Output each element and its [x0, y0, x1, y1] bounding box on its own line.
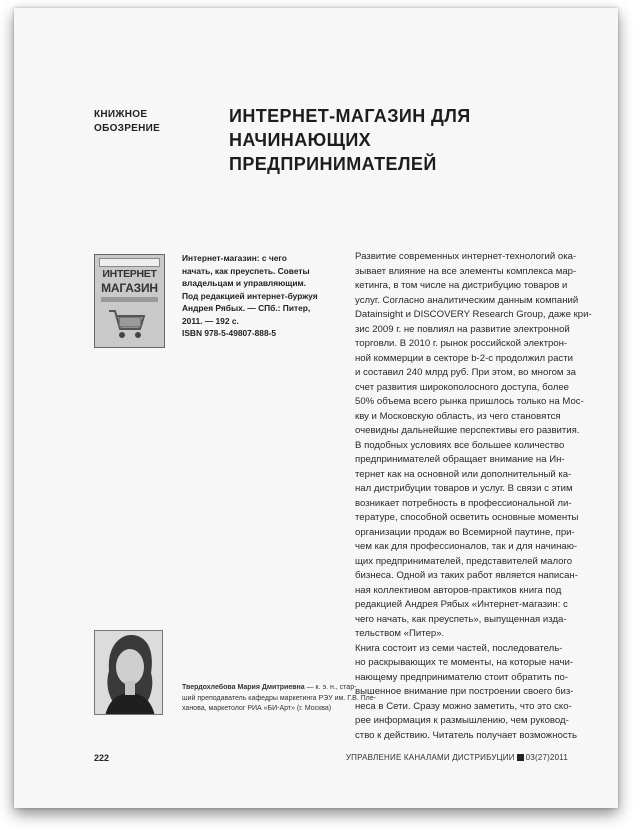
body-text-line: ной коммерции в секторе b-2-c продолжил расти — [355, 352, 573, 364]
issue-number: 03(27)2011 — [525, 753, 568, 762]
cover-title-line2: МАГАЗИН — [101, 281, 158, 295]
book-info-line: Андрея Рябых. — СПб.: Питер, — [182, 303, 311, 313]
author-photo — [94, 630, 163, 715]
body-text-line: кетинга, в том числе на дистрибуцию товаров и — [355, 280, 568, 291]
article-body-text — [355, 250, 601, 743]
magazine-page — [14, 8, 618, 808]
body-text-line: возникает потребность в профессиональной ли- — [355, 497, 572, 509]
body-text-line: счет развития широкополосного доступа, более — [355, 381, 570, 393]
cover-title-line1: ИНТЕРНЕТ — [102, 268, 157, 280]
journal-footer — [346, 753, 568, 762]
book-info-line: 2011. — 192 с. — [182, 315, 239, 326]
body-text-line: бизнеса. Одной из таких работ является написан- — [355, 570, 578, 581]
body-text-line: Развитие современных интернет-технологий ока- — [355, 251, 577, 262]
body-text-line: организации продаж во Всемирной паутине, при- — [355, 526, 575, 538]
body-text-line: тельством «Питер». — [355, 628, 445, 639]
body-text-line: тературе, способной осветить основные моменты — [355, 512, 579, 523]
body-text-line: рее информация к размышлению, чем руковод- — [355, 715, 569, 726]
book-cover-image — [94, 254, 165, 348]
shopping-cart-icon — [107, 307, 147, 341]
body-text-line: услуг. Согласно аналитическим данным компаний — [355, 294, 579, 306]
body-text-line: ная коллективом авторов-практиков книга под — [355, 584, 562, 596]
body-text-line: зис 2009 г. не повлиял на развитие электронной — [355, 323, 570, 335]
body-text-line: вышенное внимание при построении своего биз- — [355, 686, 574, 697]
body-text-line: кву и Московскую область, из чего становятся — [355, 410, 561, 422]
author-name: Твердохлебова Мария Дмитриевна — [182, 684, 305, 691]
body-text-line: торговли. В 2010 г. рынок российской электрон- — [355, 338, 568, 349]
body-text-line: Книга состоит из семи частей, последователь- — [355, 642, 563, 654]
journal-name: УПРАВЛЕНИЕ КАНАЛАМИ ДИСТРИБУЦИИ — [345, 753, 515, 762]
body-text-line: ство к действию. Читатель получает возможность — [355, 729, 578, 741]
book-info-line: ISBN 978-5-49807-888-5 — [182, 328, 277, 338]
section-label: КНИЖНОЕ ОБОЗРЕНИЕ — [94, 109, 161, 134]
body-text-line: В подобных условиях все большее количество — [355, 439, 565, 451]
body-text-line: щих предпринимателей, представителей малого — [355, 555, 573, 567]
author-caption: Твердохлебова Мария Дмитриевна — к. э. н., стар- ший преподаватель кафедры маркетинга РЭУ им. Г.В. Пле- ханова, маркетолог РИА «БИ-Арт» (г. Москва) — [182, 684, 376, 712]
article-title: ИНТЕРНЕТ-МАГАЗИН ДЛЯ НАЧИНАЮЩИХ ПРЕДПРИНИМАТЕЛЕЙ — [229, 106, 471, 174]
body-text-line: предпринимателей обращает внимание на Ин- — [355, 454, 565, 465]
body-text-line: нал дистрибуции товаров и услуг. В связи с этим — [355, 483, 573, 494]
body-text-line: очевидны дальнейшие перспективы его развития. — [355, 425, 580, 436]
body-text-line: тернет как на основной или дополнительный ка- — [355, 468, 572, 480]
body-text-line: зывает влияние на все элементы комплекса мар- — [355, 265, 577, 277]
book-info-line: начать, как преуспеть. Советы — [182, 265, 310, 276]
book-bibliographic-info — [182, 252, 318, 340]
body-text-line: и составил 240 млрд руб. При этом, во многом за — [355, 367, 576, 378]
body-text-line: но раскрывающих те моменты, на которые начи- — [355, 657, 574, 668]
body-text-line: Datainsight и DISCOVERY Research Group, даже кри- — [355, 309, 592, 320]
body-text-line: 50% объема всего рынка пришлось только на Мос- — [355, 396, 584, 407]
square-separator-icon — [517, 754, 524, 761]
body-text-line: чем как для профессионалов, так и для начинаю- — [355, 541, 578, 552]
author-portrait-image — [95, 631, 163, 715]
body-text-line: нающему предпринимателю стоит обратить по- — [355, 671, 569, 683]
book-info-line: Под редакцией интернет-буржуя — [182, 290, 318, 301]
body-text-line: чего начать, как преуспеть», выпущенная изда- — [355, 613, 567, 625]
body-text-line: неса в Сети. Сразу можно заметить, что это ско- — [355, 700, 572, 712]
book-info-line: Интернет-магазин: с чего — [182, 253, 287, 263]
body-text-line: редакцией Андрея Рябых «Интернет-магазин: с — [355, 599, 568, 610]
page-number: 222 — [94, 753, 110, 763]
book-info-line: владельцам и управляющим. — [182, 278, 306, 288]
